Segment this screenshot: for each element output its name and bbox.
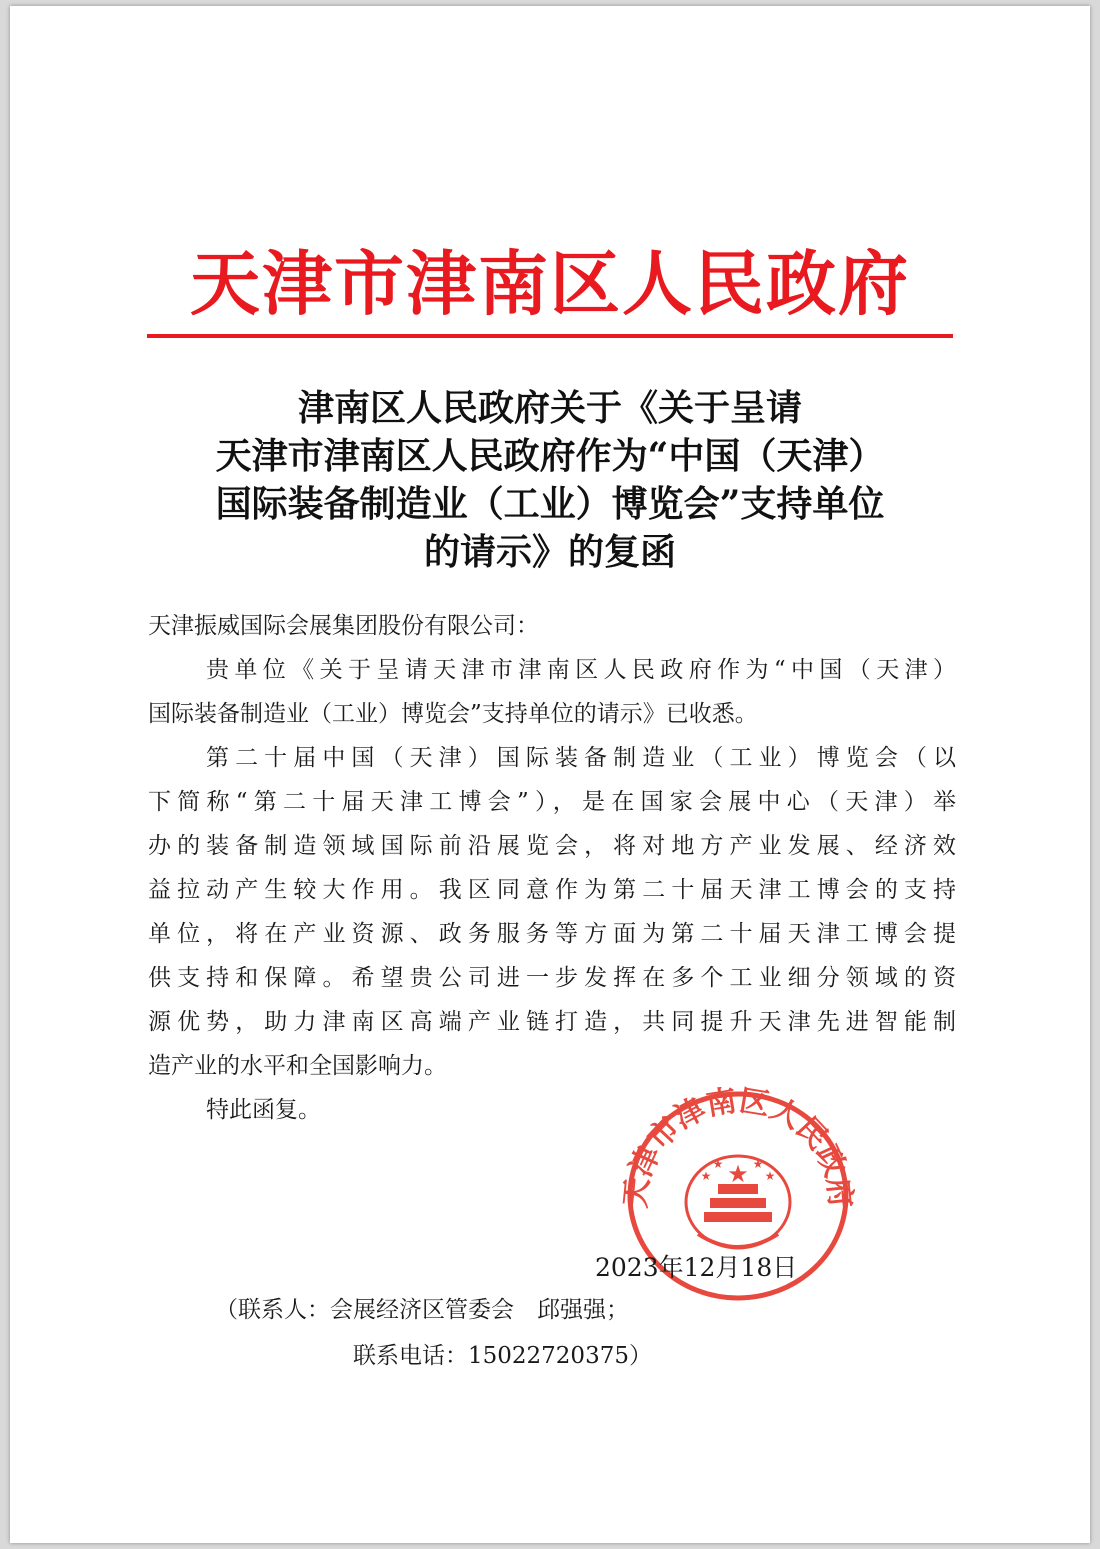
body-line: 益拉动产生较大作用。我区同意作为第二十届天津工博会的支持 <box>148 877 956 903</box>
svg-text:★: ★ <box>700 1169 712 1183</box>
document-page <box>10 6 1090 1543</box>
body-line: 造产业的水平和全国影响力。 <box>148 1053 447 1079</box>
body-line: 源优势，助力津南区高端产业链打造，共同提升天津先进智能制 <box>148 1009 956 1035</box>
title-line: 的请示》的复函 <box>423 531 676 573</box>
signature-date: 2023年12月18日 <box>595 1253 798 1282</box>
title-line: 津南区人民政府关于《关于呈请 <box>297 387 802 429</box>
title-line: 国际装备制造业（工业）博览会”支持单位 <box>215 483 885 525</box>
body-line: 第二十届中国（天津）国际装备制造业（工业）博览会（以 <box>206 745 956 771</box>
contact-phone: 联系电话：15022720375） <box>353 1343 652 1369</box>
body-line: 下简称“第二十届天津工博会”），是在国家会展中心（天津）举 <box>148 789 956 815</box>
masthead-org-name: 天津市津南区人民政府 <box>190 242 910 325</box>
masthead-red-rule <box>147 334 953 338</box>
svg-text:★: ★ <box>764 1169 776 1183</box>
svg-text:★: ★ <box>752 1157 764 1171</box>
closing-remark: 特此函复。 <box>206 1097 321 1123</box>
body-line: 贵单位《关于呈请天津市津南区人民政府作为“中国（天津） <box>206 657 956 683</box>
body-line: 单位，将在产业资源、政务服务等方面为第二十届天津工博会提 <box>148 921 956 947</box>
body-line: 供支持和保障。希望贵公司进一步发挥在多个工业细分领域的资 <box>148 965 956 991</box>
svg-text:★: ★ <box>712 1157 724 1171</box>
salutation: 天津振威国际会展集团股份有限公司： <box>148 613 539 639</box>
body-line: 国际装备制造业（工业）博览会”支持单位的请示》已收悉。 <box>148 701 758 727</box>
contact-person: （联系人：会展经济区管委会 邱强强； <box>215 1297 629 1323</box>
title-line: 天津市津南区人民政府作为“中国（天津） <box>215 435 885 477</box>
seal-text: 天津市津南区人民政府 <box>618 1084 858 1210</box>
national-emblem-icon <box>686 1156 790 1248</box>
body-line: 办的装备制造领域国际前沿展览会，将对地方产业发展、经济效 <box>148 833 956 859</box>
svg-text:★: ★ <box>727 1160 749 1188</box>
document-title <box>110 384 990 576</box>
